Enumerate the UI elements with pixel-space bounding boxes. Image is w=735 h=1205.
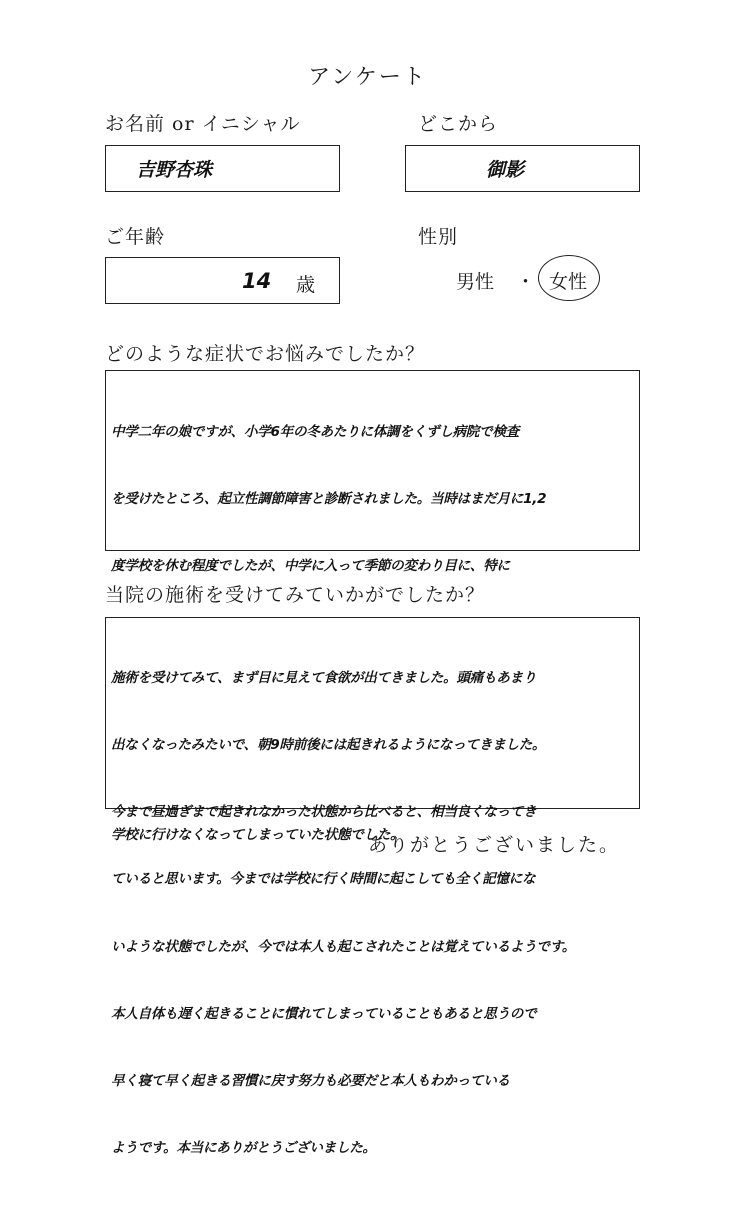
age-value: 14: [242, 269, 272, 293]
answer-line: 中学二年の娘ですが、小学6年の冬あたりに体調をくずし病院で検査: [111, 423, 519, 440]
closing-text: ありがとうございました。: [368, 834, 621, 856]
age-field[interactable]: [105, 257, 340, 304]
from-field[interactable]: [405, 145, 640, 192]
question2-label: 当院の施術を受けてみていかがでしたか？: [105, 584, 486, 606]
answer-line: 度学校を休む程度でしたが、中学に入って季節の変わり目に、特に: [111, 558, 510, 575]
answer-line: ようです。本当にありがとうございました。: [111, 1140, 376, 1157]
age-unit: 歳: [296, 274, 316, 296]
from-value: 御影: [486, 159, 525, 181]
answer-line: を受けたところ、起立性調節障害と診断されました。当時はまだ月に1,2: [111, 491, 547, 508]
answer-line: いような状態でしたが、今では本人も起こされたことは覚えているようです。: [111, 938, 576, 955]
age-label: ご年齢: [105, 226, 166, 248]
answer-line: 本人自体も遅く起きることに慣れてしまっていることもあると思うので: [111, 1005, 537, 1022]
answer-line: 早く寝て早く起きる習慣に戻す努力も必要だと本人もわかっている: [111, 1073, 510, 1090]
gender-option-male[interactable]: 男性: [456, 271, 495, 293]
question2-answer: [111, 622, 575, 1205]
gender-label: 性別: [418, 226, 459, 248]
answer-line: 施術を受けてみて、まず目に見えて食欲が出てきました。頭痛もあまり: [111, 669, 537, 686]
name-field[interactable]: [105, 145, 340, 192]
name-value: 吉野杏珠: [136, 159, 213, 181]
name-label: お名前 or イニシャル: [105, 113, 301, 135]
answer-line: 出なくなったみたいで、朝9時前後には起きれるようになってきました。: [111, 737, 546, 754]
question1-label: どのような症状でお悩みでしたか？: [105, 343, 426, 365]
answer-line: 今まで昼過ぎまで起きれなかった状態から比べると、相当良くなってき: [111, 804, 537, 821]
gender-separator: ・: [516, 271, 536, 293]
from-label: どこから: [418, 113, 499, 135]
answer-line: ていると思います。今までは学校に行く時間に起こしても全く記憶にな: [111, 871, 536, 888]
gender-option-female[interactable]: 女性: [549, 271, 588, 293]
form-title: アンケート: [308, 65, 427, 90]
answer-line: 学校に行けなくなってしまっていた状態でした。: [111, 827, 404, 844]
